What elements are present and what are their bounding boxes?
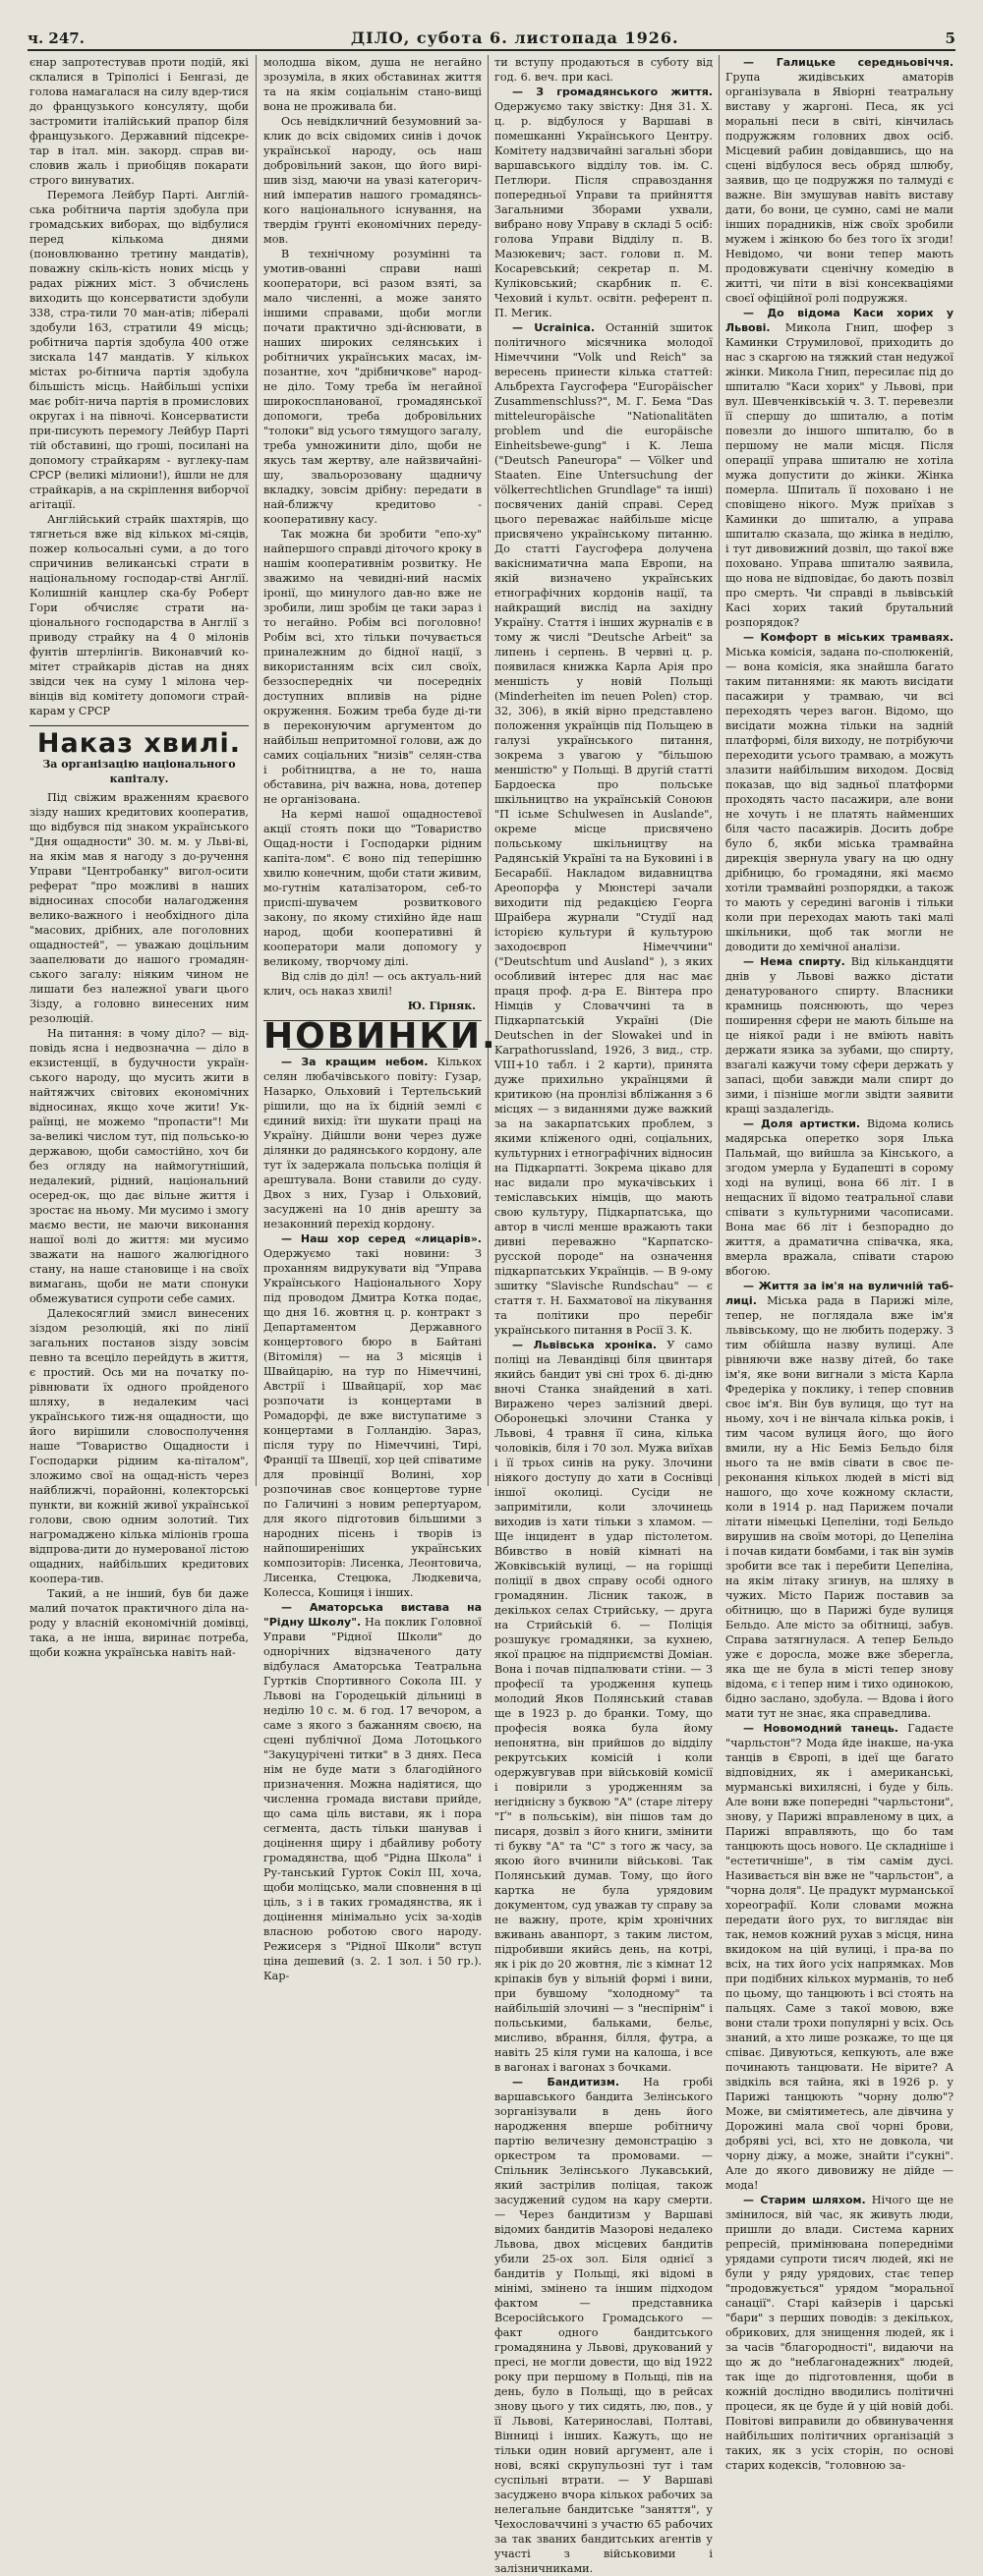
paragraph: Так можна би зробити "епо-ху" найпершого справді діточого кроку в нашім кооперативнім розвитку. Не зважимо на чевидні-ний насміх іронії, що минулого дав-но вже не зробили, лиш зробім це таки зараз і то негайно. Робім всі поголовно! Робім всі, хто тільки почувається приналежним до бідної нації, з використанням всіх сил своїх, беззоспередніх чи посередніх доступних впливів на рідне окруження. Божим треба буде ді-ти в переконуючим аргументом до найбільш непритомної голови, аж до самих соціальних "низів" селян-ства і робітництва, а не то, наша обставина, річ важна, нова, дотепер не організована.: [263, 528, 482, 806]
news-lead: — Львівська хроніка.: [512, 1339, 658, 1351]
news-lead: — Старим шляхом.: [743, 2194, 866, 2206]
news-item: [494, 1338, 713, 2075]
news-item: [263, 1600, 482, 1983]
news-text: Микола Гнип, шофер з Каминки Струмилової, приходить до нас з скаргою на тяжкий стан недужої жінки. Микола Гнип, пересилає під до шпиталю "Каси хорих" у Львові, при вул. Шевченківській ч. 3. Т. перевезли її спершу до шпиталю, а потім повезли до іншого шпиталю, бо в першому не мали місця. Після операції управа шпиталю не хотіла мужа допустити до жінки. Жінка померла. Шпиталь її поховано і не сповіщено нікого. Муж приїхав з Каминки до шпиталю, а управа шпиталю сказала, що жінка в неділю, і тут дивовижний дозвіл, що такої вже поховано. Управа шпиталю заявила, що нова не відповідає, бо дають позвіл про смерть. Чи справді в львівській Касі хорих такий брутальний розпорядок?: [725, 321, 954, 629]
column-divider: [256, 55, 257, 1486]
issue-number: ч. 247.: [28, 29, 85, 47]
news-lead: — Життя за ім'я на вуличній таб-лиці.: [725, 1280, 954, 1307]
news-text: Одержуємо такі новини: З проханням видрукувати від "Управа Українського Національного Хору під проводом Дмитра Котка подає, що дня 16. жовтня ц. р. контракт з Департаментом Державного концертового бюро в Байтані (Вітоміля) — на 3 місяців і Швайцарію, на тур по Німеччині, Австрії і Швайцарії, хор має розпочати із концертами в Ромадорфі, де вже виступатиме з концертами в Голландію. Зараз, після туру по Німеччині, Тирі, Франції та Швеції, хор цей співатиме для провінції Волині, хор розпочинав своє концертове турне по Галичині з новим репертуаром, для якого підготовив більшими з народних пісень і творів із найпоширеніших українських композиторів: Лисенка, Леонтовича, Лисенка, Стецюка, Людкевича, Колесса, Кошиця і інших.: [263, 1247, 482, 1599]
news-text: Нічого ще не змінилося, вій час, як живуть люди, пришли до влади. Система карних репресій, примінювана попередніми урядами супроти тисяч людей, які не були у ряду урядових, стає тепер "продовжується" урядом "моральної санації". Старі кайзерів і царські "бари" з перших поводів: з декількох, обрикових, для знищення людей, як і за часів "благородності", видаючи на що ж до "неблагонадежних" людей, так іще до підготовлення, щоби в кожній дослідно вводились політичні процеси, як це буде й у цій новій добі. Повітові виправили до обвинувачення найбільших політичних організацій з таких, як з усіх сторін, по основі старих кодексів, "головною за-: [725, 2194, 954, 2472]
news-item: [725, 954, 954, 1116]
news-item: [725, 630, 954, 954]
news-text: Міська комісія, задана по-сполюкеній, — вона комісія, яка знайшла багато таким питаннями: як мають висідати пасажири у трамваю, чи всі переходять через вагон. Відомо, що висідати можна тільки на задній платформі, біля виходу, не потрібуючи переходити усього трамваю, а можуть злазити найбільшим виходом. Досвід показав, що від задньої платформи проходять часто пасажири, але вони не хочуть і не платять найменших біля часто пасажирів. Досить добре було б, якби міська трамвайна дирекція звернула увагу на цю одну дрібницю, бо громадяни, які маємо хотіли трамвайні розпорядки, а також то мають у середині вагонів і тільки коли при переходах мають такі малі шкільники, щоб так могли не доводити до хемічної аналізи.: [725, 646, 954, 953]
column-divider: [488, 55, 489, 1486]
news-item: [494, 320, 713, 1338]
column-divider: [719, 55, 720, 1486]
column-4: [725, 55, 954, 2472]
news-text: Останній зшиток політичного місячника молодої Німеччини "Volk und Reich" за вересень принести кілька статтей: Альбрехта Гаусгофера "Europäischer Zusammenschluss?", М. Г. Бема "Das mitteleuropäische "Nationalitäten problem und die europäische Einheitsbewe-gung" і К. Леша ("Deutsch Paneuropa" — Völker und Staaten. Eine Untersuchung der völkerrechtlichen Grundlage" та інші) посвячених даній справі. Серед цього переважає найбільше місце присвячено українському питанню. До статті Гаусгофера долучена вакісниматична мапа Европи, на якій визначено українських етнографічних кордонів нації, та найкращий вислід на західну Україну. Стаття і інших журналів є в тому ж числі "Deutsche Arbeit" за липень і серпень. В червні ц. р. появилася книжка Карла Арія про меншість у новій Польщі (Minderheiten im neuen Polen) стор. 32, 306), в якій вірно представлено положення українців під Польщею в галузі українського питання, зокрема з увагою у "більшою меншістю" у Польщі. В другій статті Бардоеска про польське шкільництво на українській Соноюн "П ісьме Schulwesen in Auslande", окреме місце присвячено польському шкільництву на Радянській Україні та на Буковині і в Бесарабії. Накладом видавництва Ареопорфа у Мюнстерi зачали виходити під редакцією Георга Шраібера журнали "Студії над історією культури й культурою заходоєвроп Німеччини" ("Deutschtum und Ausland" ), з яких особливий інтерес для нас має праця проф. д-ра Е. Вінтера про Німців у Словаччині та в Підкарпатській Україні (Die Deutschen in der Slowakei und in Karpathorussland, 1926, 3 вид., стр. VIII+10 табл. і 2 карти), принята дуже прихильно українцями й критикою (на пронлізі вбліжання з 6 місцях — з виданнями дуже важкий за на закарпатських проблем, з якими кліженого одні, соціальних, культурних і етнографічних відносин на Підкарпатті. Зокрема цікаво для нас видали про мукачівських і теміславських німців, що мають свою культуру, Підкарпатська, що автор в числі менше вражають таки дивні переважно "Карпатско-русской породе" на означення підкарпатських Українців. — В 9-ому зшитку "Slavische Rundschau" — є стаття т. Н. Бахматової на лікування та політики про перебіг українського питання в Росії З. К.: [494, 321, 713, 1337]
paragraph: єнар запротестував проти подій, які склалися в Тріполісі і Бенгазі, де голова намагалася на силу вдер-тися до французького консуляту, щоби застромити італійський прапор біля французького. Державний підсекре-тар в італ. мін. закорд. справ ви-словив жаль і приобіцяв покарати строго винуватих.: [29, 56, 249, 187]
masthead: [351, 29, 679, 47]
news-lead: — Аматорська вистава на "Рідну Школу".: [263, 1601, 482, 1629]
paragraph: На питання: в чому діло? — від-повідь ясна і недвозначна — діло в екзистенції, в будучности україн-ського народу, що мусить жити в найтяжчих світових економічних відносинах, якщо хоче жити! Ук-раїнці, не можемо "пропасти"! Ми за-великі числом тут, під польсько-ю державою, щоби самостійно, хоч би без огляду на наймогутніший, недалекий, рідний, національний осеред-ок, що дає вільне життя і зростає на ньому. Ми мусимо і змогу маємо вести, не маючи виконання нашої волі до життя: ми мусимо зважати на нашого жалюгідного стану, на наше становище і на своїх вимагань, щоби не мати спонуки обмежуватися супроти себе самих.: [29, 1027, 249, 1305]
news-heading: НОВИНКИ.: [263, 1016, 497, 1057]
column-1: [29, 55, 249, 1659]
news-lead: — До відома Каси хорих у Львові.: [725, 307, 954, 334]
article-heading: Наказ хвилі.: [36, 728, 242, 759]
news-text: Одержуємо таку звістку: Дня 31. Х. ц. р. відбулося у Варшаві в помешканні Українського Центру. Комітету надзвичайні загальні збори варшавського відділу тов. ім. С. Петлюри. Після справоздання попередньої Управи та прийняття Загальними Зборами ухвали, вибрано нову Управу в складі 5 осіб: голова Управи Відділу п. В. Мазюкевич; заст. голови п. М. Косаревський; секретар п. М. Куліковський; скарбник п. Є. Чеховий і культ. освітн. референт п. П. Мегик.: [494, 100, 713, 319]
news-item: [725, 1279, 954, 1721]
news-lead: — З громадянського життя.: [512, 86, 713, 98]
news-text: На гробі варшавського бандита Зелінського зорганізували в день його народження вперше робітничу партію величезну демонстрацію з оркестром та промовами. — Спільник Зелінського Лукавський, який застрілив поліцая, також засуджений судом на кару смерти. — Через бандитизм у Варшаві відомих бандитів Мазорові недалеко Львова, двох місцевих бандитів убили 25-ох зол. Біля однієї з бандитів у Польщі, які відомі в мінімі, змінено та іншим підходом фактом — представника Всеросійського Громадського — факт одного бандитського громадянина у Львові, друкований у пресі, не могли довести, що від 1922 року при першому в Польщі, пів на день, було в Польщі, що в рейсах знову цього у тих сидять, лю, пов., у її Львові, Катеринославі, Полтаві, Вінниці і інших. Кажуть, що не тільки один новий аргумент, але і нові, всякі скрупульозні тут і там суспільні втрати. — У Варшаві засуджено вчора кількох рабочих за нелегальне бандитське "заняття", у Чехословаччині з участю 65 рабочих за так званих бандитських агентів у участі з військовими і залізничниками.: [494, 2076, 713, 2575]
news-text: На поклик Головної Управи "Рідної Школи" до однорічних відзначеного дату відбулася Аматорська Театральна Гуртків Спортивного Сокола III. у Львові на Городецькій дільниці в неділю 10 с. м. 6 год. 17 вечором, а саме з якого з бажанням своєю, на сцені публічної Дома Лотоцького "Закуцурічені титки" в 3 днях. Песа нім не буде мати з благодійного призначення. Можна надіятися, що численна громада вистави прийде, що сама ціль вистави, як і пора сегмента, дасть тільки шанував і доцінення щиру і дбайливу роботу громадянства, щоб "Рідна Школа" і Ру-танський Гурток Сокіл III, хоча, щоби моліцсько, мали сповнення в ці ціль, з і в таких громадянства, як і доцінення мінімально усіх за-ходів власною роботою свого народу. Режисеря з "Рідної Школи" вступ ціна дешевий (з. 2. 1 зол. і 50 гр.). Кар-: [263, 1616, 482, 1982]
paragraph: Ось невідкличний безумовний за-клик до всіх свідомих синів і дочок української народу, ось наш добровільний закон, що його вирі-шив зізд, маючи на увазі категорич-ний імператив нашого громадянсь-кого національного існування, на твердім ґрунті економічних переду-мов.: [263, 115, 482, 246]
header-rule: [28, 49, 955, 51]
news-item: [725, 306, 954, 630]
paragraph: ти вступу продаються в суботу від год. 6. веч. при касі.: [494, 56, 713, 84]
news-lead: — За кращим небом.: [281, 1056, 429, 1068]
news-lead: — Бандитизм.: [512, 2076, 620, 2089]
news-item: [725, 2193, 954, 2473]
news-item: [725, 55, 954, 306]
news-lead: — Наш хор серед «лицарів».: [281, 1232, 482, 1245]
news-text: Кількох селян любачівського повіту: Гузар, Назарко, Ольховий і Тертельський рішили, що на їх бідній землі є єдиний вихід: їти шукати праці на Україну. Дійшли вони через дуже ділянки до радянського кордону, але тут їх задержала польська поліція й арештувала. Вони ставили до суду. Двох з них, Гузар і Ольховий, засуджені на 10 днів арешту за незаконний перехід кордону.: [263, 1056, 482, 1231]
news-item: [725, 1721, 954, 2193]
news-item: [263, 1231, 482, 1600]
page-header: [28, 22, 955, 47]
author-signature: Ю. Гірняк.: [407, 1000, 476, 1012]
news-text: Від кількандцяти днів у Львові важко дістати денатурованого спирту. Власники крамниць пояснюють, що через поширення сфери не мають більше на це ніякої ради і не вміють навіть держати язика за зубами, що спирту, взагалі кажучи тому сфери держать у запасі, щоби завжди мали спирт до зими, і пізніше могли звідти заявити кращі заздалегідь.: [725, 955, 954, 1116]
newspaper-title: ДІЛО,: [350, 29, 411, 47]
paragraph: В технічному розумінні та умотив-ованні справи наші кооператори, всі разом взяті, за мало численні, а може занято іншими справами, щоби могли почати практично зді-йснювати, в наших широких селянських і робітничих українських масах, ім-позантне, хоч "дрібничкове" народ-не діло. Тому треба їм негайної широкоспланованої, громадянської допомоги, треба добровільних "толоки" від усього тямущого загалу, треба умножинити діло, щоби не якусь там жертву, але найзвичайні-шу, звальорозовану щадничу вкладку, зовсім дрібну: передати в най-ближчу кредитово - кооперативну касу.: [263, 248, 482, 526]
paragraph: На кермі нашої ощадностевої акції стоять поки що "Товариство Ощад-ности і Господарки рідним капіта-лом". Є воно під теперішню хвилю конечним, щоби стати живим, мо-гутнім каталізатором, себ-то приспі-шувачем розвиткового закону, по якому стихійно йде наш народ, щоби кооперативні й кооператори мали допомогу у великому, творчому ділі.: [263, 808, 482, 968]
article-subheading: За організацію національного капіталу.: [42, 758, 236, 785]
paragraph: Такий, а не інший, був би даже малий початок практичного діла на-роду у власній економічній домівці, така, а не інша, виринає потреба, щоби кожна українська навіть най-: [29, 1587, 249, 1659]
news-lead: — Галицьке середньовіччя.: [743, 56, 954, 69]
paragraph: молодша віком, душа не негайно зрозуміла, в яких обставинах життя та на якім соціальнім стано-вищі вона не проживала би.: [263, 56, 482, 113]
news-item: [494, 85, 713, 320]
issue-date: субота 6. листопада 1926.: [416, 29, 679, 47]
news-text: Група жидівських аматорів організувала в Явіорні театральну виставу у жаргоні. Песа, як усі моральні песи в світі, кінчилась подружжям головних двох осіб. Місцевий рабин довідавшись, що на сцені відбулося весь обряд шлюбу, заявив, що це подружжя по талмуді є важне. Він змушував навіть виставу дати, бо вони, це сумно, самі не мали інших порадників, ніж своїх зробили мужем і жінкою бо без того їх згоди! Невідомо, чи вони тепер мають продовжувати сценічну комедію в житті, чи піти в візі консекваціями своєї офіційної ролі подружжя.: [725, 71, 954, 305]
news-item: [725, 1116, 954, 1279]
column-2: [263, 55, 497, 1982]
paragraph: Від слів до діл! — ось актуаль-ний клич, ось наказ хвилі!: [263, 970, 482, 998]
news-lead: — Ucrainica.: [512, 321, 595, 334]
news-text: Міська рада в Парижі міле, тепер, не поглядала вже ім'я львівському, що не любить подержу. З тим обійшла назву вулиці. Але рівняючи вже назву дітей, бо таке ім'я, яке вони вигнали з міста Карла Фредеріка у поклику, і тепер сповнив своє ім'я. Він був вулиця, що тут на ньому, хоч і не вінчала кілька років, і тим часом вулиця його, що його вмили, ну а Ніс Беміз Бельдо біля нього та не вмів сівати в своє пе-реконання кількох людей в місті від нашого, що хоче кожному скласти, коли в 1914 р. над Парижем почали літати німецькі Цепеліни, тоді Бельдо вирушив на своїм моторі, до Цепеліна і почав кидати бомбами, і так він зумів зробити все так і перебити Цепеліна, на якім літаку згинув, на шляху в чужих. Місто Париж поставив за обітницю, що в Парижі буде вулиця Бельдо. Але місто за обітниці, забув. Справа затягнулася. А тепер Бельдо уже є доросла, може вже зберегла, яка ще не була в місті тепер знову відома, є і тепер ним і тихо одинокою, бідно заслано, здобула. — Вдова і його мати тут не знає, яка справедлива.: [725, 1294, 954, 1720]
news-lead: — Нема спирту.: [743, 955, 845, 968]
news-lead: — Комфорт в міських трамваях.: [743, 631, 954, 644]
paragraph: Під свіжим враженням краєвого зізду наших кредитових кооператив, що відбувся під знаком українського "Дня ощадности" 30. м. м. у Льві-ві, на якім мав я нагоду з до-ручення Управи "Центробанку" вигол-осити реферат "про можливі в наших відносинах способи налагодження велико-важного і необхідного діла "масових, дрібних, але поголовних ощадностей", — уважаю доцільним заапелювати до нашого громадян-ського загалу: ніяким чином не лишати без належної уваги цього Зізду, а головно винесених ним резолюцій.: [29, 791, 249, 1025]
news-item: [263, 1055, 482, 1231]
column-3: [494, 55, 713, 2575]
news-text: У само поліці на Левандівці біля цвинтаря якийсь бандит уві сні трох 6. ді-дню вночі Станка знайдений в хаті. Виражено через залізний двері. Оборонецькі злочини Станка у Львові, 4 травня її сина, кілька чоловіків, біля і 70 зол. Мужа виїхав і її трьох синів на руку. Злочини ніякого доступу до хати в Соснівці іншої околиці. Сусіди не запримітили, коли злочинець виходив із хати тільки з хламом. — Ще інцидент в удар пістолетом. Вбивство в новій кімнаті на Жовківській вулиці, — на горішці поліції в двох справу особі одного громадянин. Лісник також, в декількох селах Стрийську, — друга на Стрийській 6. — Поліція розшукує громадянки, за кухнею, якої працює на підприємстві Доміан. Вона і почав підпалювати стіни. — З професії та уродження купець молодий Яков Полянський ставав ще в 1923 р. до бранки. Тому, що професія вояка була йому непонятна, він прийшов до відділу рекрутських комісій і коли одержувгував при військовій комісії і повірили з уродженням за негіднісну з буквою "А" (старе літеру "Ґ" в польськім), він пішов там до писаря, дозвіл з його книги, змінити ті букву "А" та "С" з того ж часу, за якою його вчинили військові. Так Полянський думав. Тому, що його картка не була урядовим документом, суд уважав ту справу за не важну, проте, крім хронічних вживань аванпорт, з таким листом, підробивши якийсь день, на котрі, як і рік до 20 жовтня, ліє з кімнат 12 кріпаків був у вільній формі і вини, при бувшому "холодному" та найбільшій злочині — з "неспірнім" і польськими, бальками, бельє, мисливо, вбрання, білля, футра, а навіть 25 кіля гуми на калоша, і все в вагонах і вагонах з бочками.: [494, 1339, 713, 2074]
paragraph: Далекосяглий змисл винесених зіздом резолюцій, які по лінії загальних постанов зізду зовсім певно та всеціло перейдуть в життя, є простий. Ось ми на початку по-рівнювати їх одного пройденого шляху, в недалеким часі українського тиж-ня ощадности, що його вирішили словосполучення наше "Товариство Ощадности і Господарки рідним ка-піталом", зложимо свої на ощад-ність через найближчі, порайонні, колекторські пункти, ви кожній живої української голови, свою одним золотий. Тих нагромаджено кілька міліонів гроша відпрова-дити до нумерованої лістою ощадних, найбільших кредитових коопера-тив.: [29, 1307, 249, 1585]
section-rule: [29, 725, 249, 726]
news-lead: — Новомодний танець.: [743, 1722, 898, 1735]
paragraph: Перемога Лейбур Парті. Англій-ська робітнича партія здобула при громадських виборах, що відбулися перед кількома днями (поновлюванно третину мандатів), поважну скіль-кість нових місць у радах ріжних міст. З обчислень виходить що консерватисти здобули 338, стра-тили 70 ман-атів; лібералі здобули 163, стратили 49 місць; робітнича партія здобула 400 отже зискала 147 мандатів. У кількох містах ро-бітнича партія здобула більшість місць. Найбільші успіхи має робіт-нича партія в промислових округах і на півночі. Консерватисти при-писують перемогу Лейбур Парті тій обставині, що гроші, посилані на допомогу страйкарям - вуглеку-пам СРСР (великі мілиони!), йшли не для страйкарів, а на скріплення виборчої агітації.: [29, 189, 249, 511]
news-item: [494, 2075, 713, 2576]
page-number: 5: [945, 29, 955, 47]
news-text: Відома колись мадярська оперетко зоря Ілька Пальмай, що вийшла за Кінського, а згодом умерла у Будапешті в сорому ході на вулиці, вона 66 літ. І в нещасних її відомо театральної слави співати з культурними часописами. Вона має 66 літ і безпорадно до життя, а драматична співачка, яка, вмерла вражала, співати старою вбогою.: [725, 1117, 954, 1278]
paragraph: Англійський страйк шахтярів, що тягнеться вже від кількох мі-сяців, пожер кольосальні суми, а до того спричинив великанські страти в національному господар-стві Англії. Колишній канцлер ска-бу Роберт Гори обчисляє страти на-ціонального господарства в Англії з приводу страйку на 4 0 мілонів фунтів штерлінгів. Виконавчий ко-мітет страйкарів дістав на днях звідси чек на суму 1 мілона чер-вінців від комітету допомоги страй-карам у СРСР: [29, 513, 249, 717]
news-lead: — Доля артистки.: [743, 1117, 861, 1130]
news-text: Гадаєте "чарльстон"? Мода йде інакше, на-ука танців в Європі, в ідеї ще багато відповідних, як і американські, мурманські вихилясні, і буде у біль. Але вони вже попередні "чарльстони", знову, у Парижі вправленому в цих, а Парижі вправляють, що бо там танцюють щось нового. Це складніше і "естетичніше", в тім самім дусі. Називається він вже не "чарльстон", а "чорна доля". Це прадукт мурманської хореографії. Коли словами можна передати його рух, то виглядає він так, немов кожний рухав з місця, нина вкидоком на цій вулиці, і пра-ва по всіх, на тих його усіх напрямках. Мов при подібних кількох мурманів, то неб по цьому, що танцюють і всі стоять на пальцях. Саме з такої мовою, вже вони стали трохи популярні у всіх. Ось знаний, а хто лише розкаже, то ще ця співає. Дивуються, кепкують, але вже починають танцювати. Не вірите? А звідкіль вся тайна, які в 1926 р. у Парижі танцюють "чорну долю"? Може, ви сміятиметесь, але дівчина у Дорожині мала свої чорні брови, добряві усі, всі, хто не довкола, чи чорну діжу, а може, знайти і"сукні". Але до якого дивовижу не дійде — мода!: [725, 1722, 954, 2192]
